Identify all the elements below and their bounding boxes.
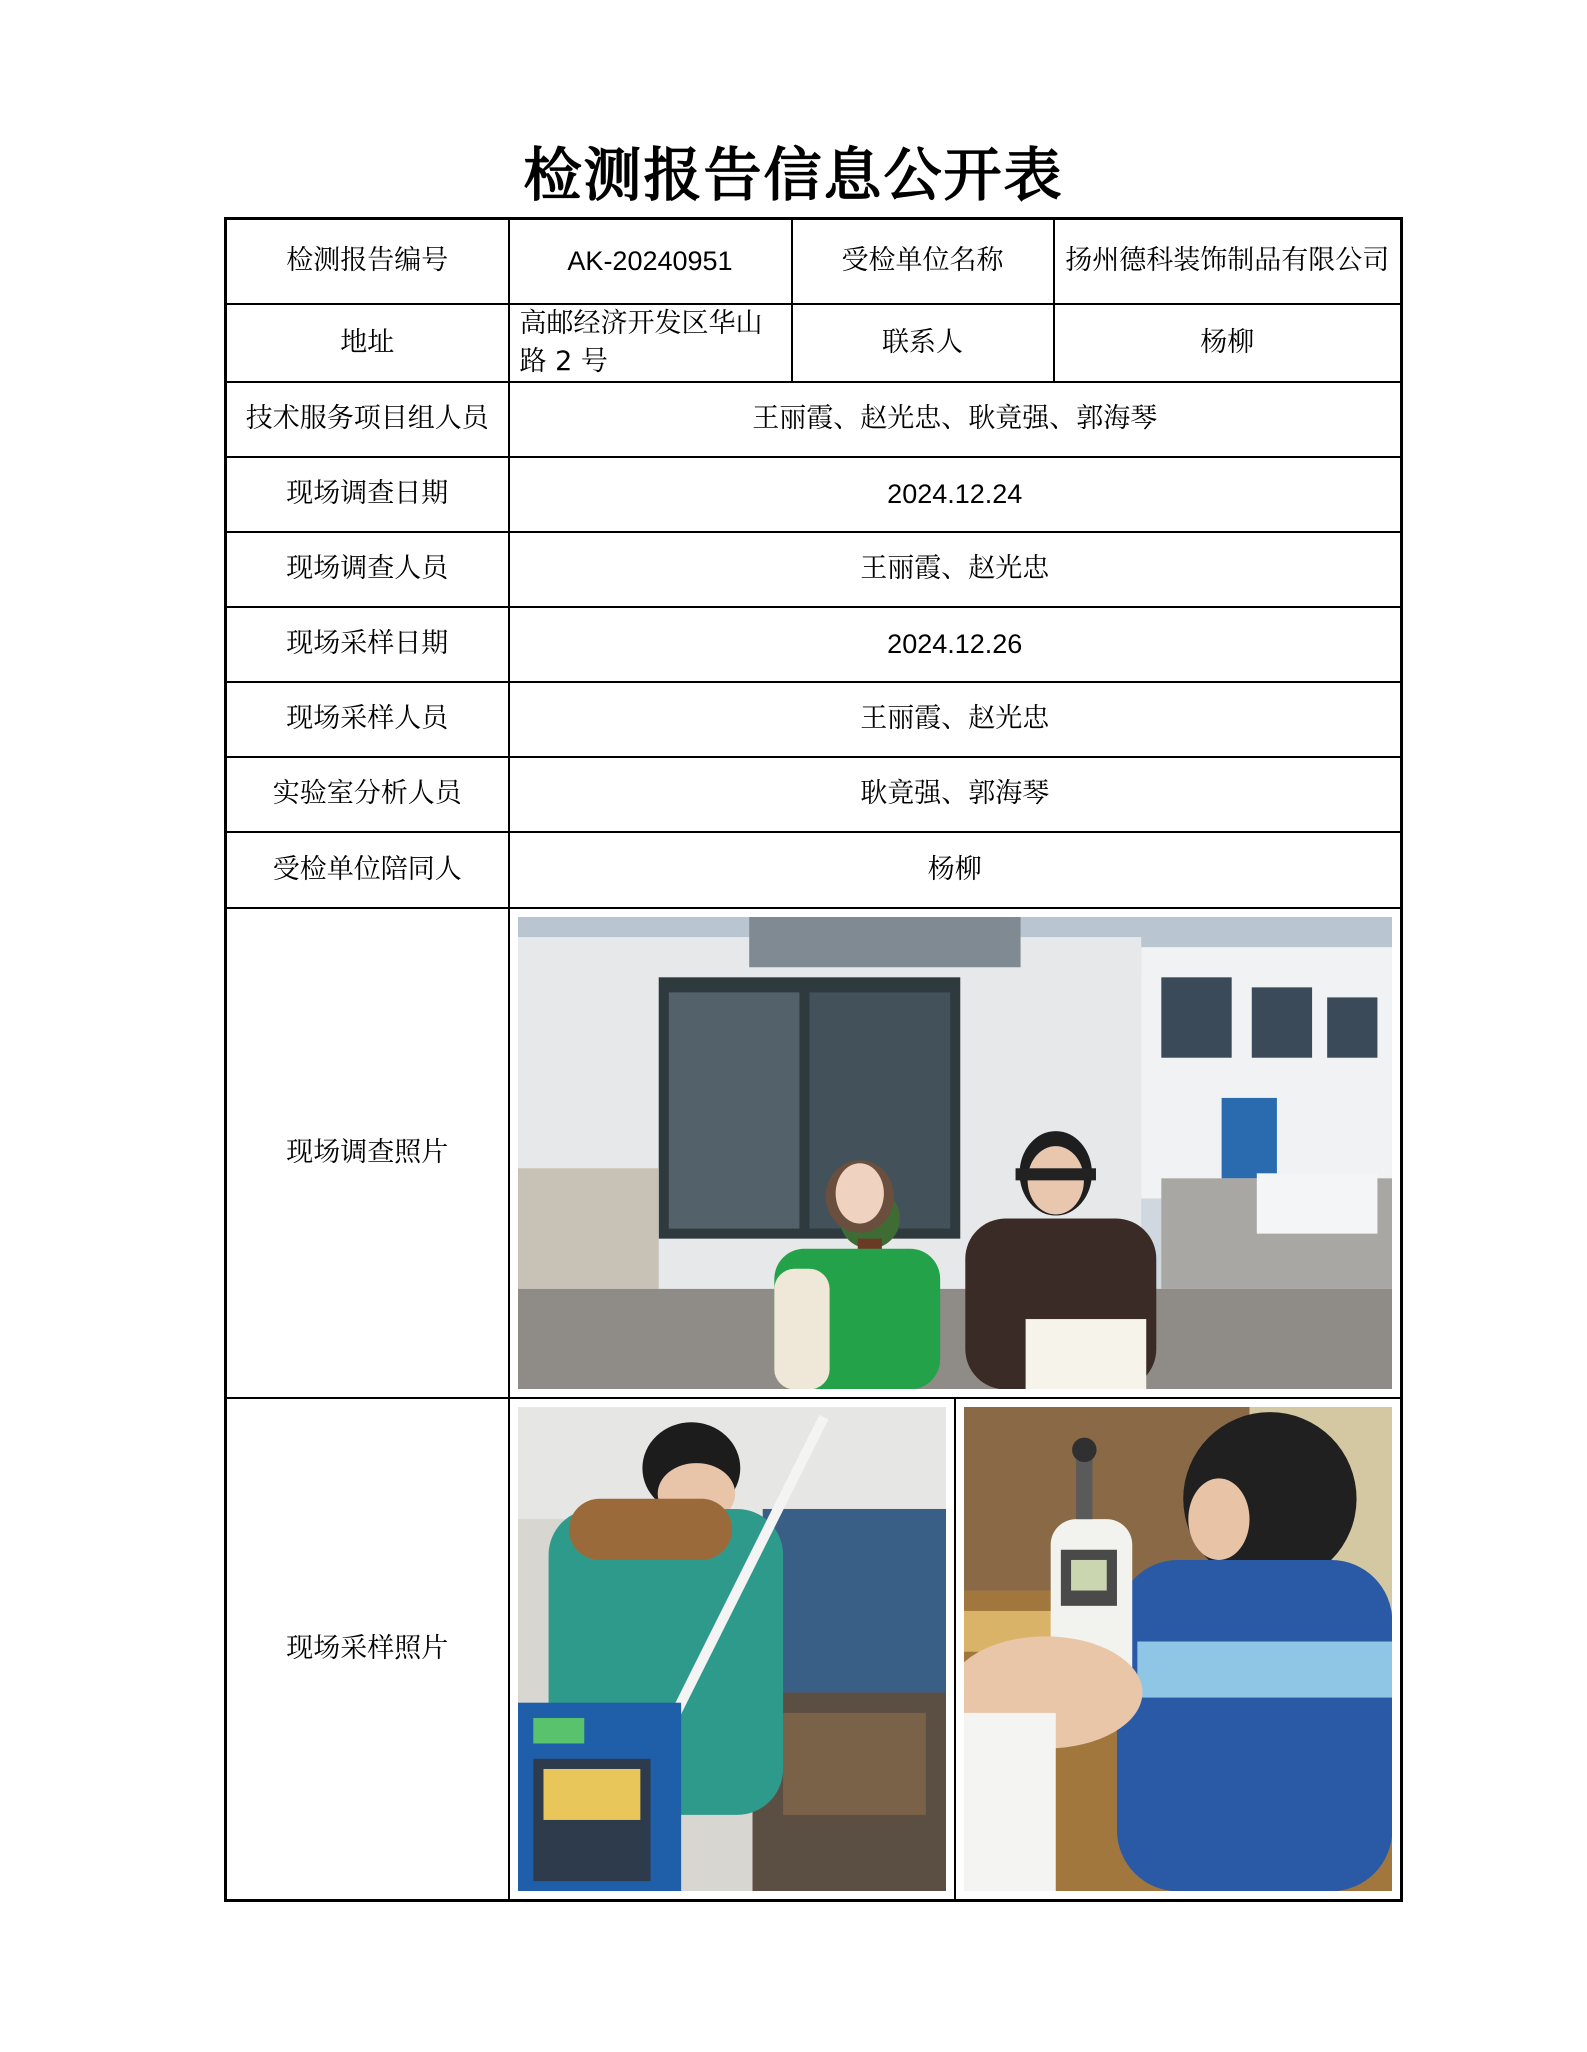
sampling-photo-right — [954, 1399, 1400, 1899]
team-value: 王丽霞、赵光忠、耿竟强、郭海琴 — [509, 382, 1402, 457]
address-label: 地址 — [226, 304, 509, 382]
survey-photo-label: 现场调查照片 — [226, 908, 509, 1398]
sampling-photo-label: 现场采样照片 — [226, 1398, 509, 1901]
escort-value: 杨柳 — [509, 832, 1402, 908]
sampling-staff-value: 王丽霞、赵光忠 — [509, 682, 1402, 757]
sampling-date-value: 2024.12.26 — [509, 607, 1402, 682]
report-no-value: AK-20240951 — [509, 219, 792, 304]
contact-label: 联系人 — [792, 304, 1054, 382]
survey-photo-cell — [509, 908, 1402, 1398]
unit-value: 扬州德科装饰制品有限公司 — [1054, 219, 1402, 304]
survey-staff-value: 王丽霞、赵光忠 — [509, 532, 1402, 607]
survey-staff-label: 现场调查人员 — [226, 532, 509, 607]
survey-date-value: 2024.12.24 — [509, 457, 1402, 532]
sampling-photo-left — [510, 1399, 954, 1899]
sampling-date-label: 现场采样日期 — [226, 607, 509, 682]
lab-staff-label: 实验室分析人员 — [226, 757, 509, 832]
survey-date-label: 现场调查日期 — [226, 457, 509, 532]
page-title: 检测报告信息公开表 — [523, 141, 1064, 209]
report-table — [224, 217, 1403, 1902]
contact-value: 杨柳 — [1054, 304, 1402, 382]
lab-staff-value: 耿竟强、郭海琴 — [509, 757, 1402, 832]
escort-label: 受检单位陪同人 — [226, 832, 509, 908]
unit-label: 受检单位名称 — [792, 219, 1054, 304]
team-label: 技术服务项目组人员 — [226, 382, 509, 457]
report-no-label: 检测报告编号 — [226, 219, 509, 304]
survey-photo — [518, 917, 1393, 1389]
address-value: 高邮经济开发区华山路 2 号 — [509, 304, 792, 382]
sampling-staff-label: 现场采样人员 — [226, 682, 509, 757]
sampling-photo-cell — [509, 1398, 1402, 1901]
